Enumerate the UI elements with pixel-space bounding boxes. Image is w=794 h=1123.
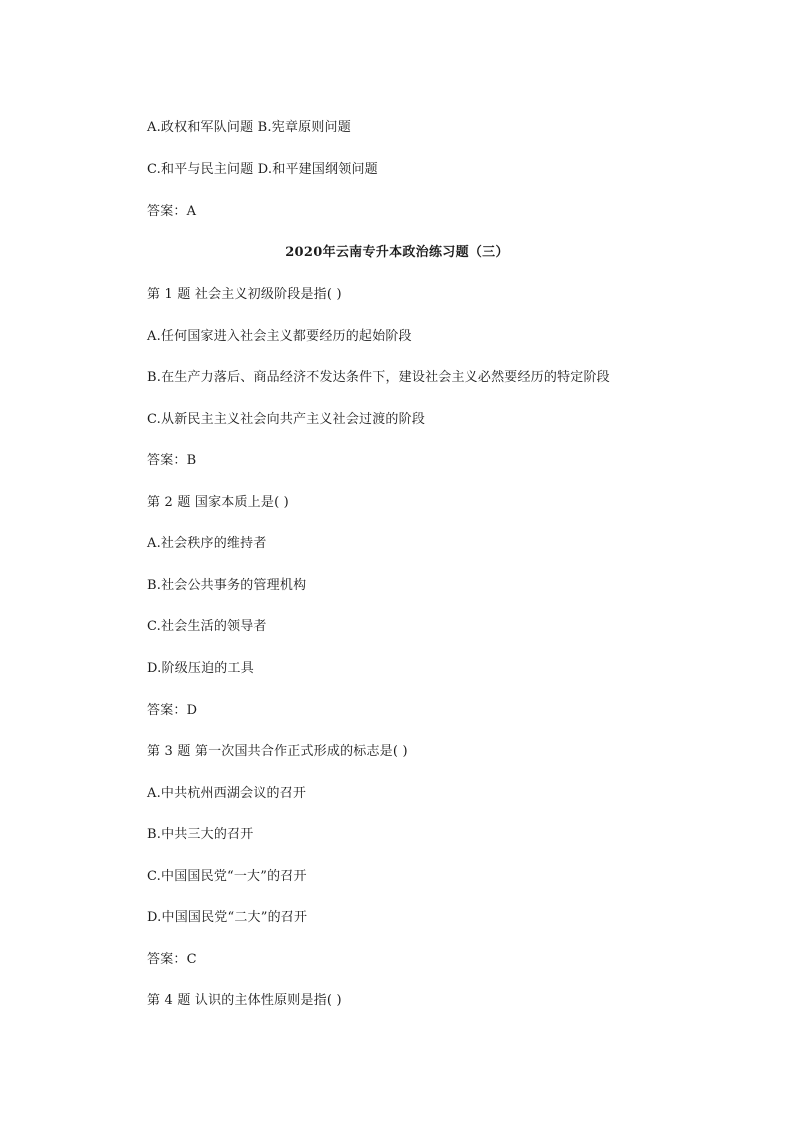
section-title: 2020年云南专升本政治练习题（三）	[285, 245, 509, 260]
question-2-answer: 答案：D	[147, 703, 198, 718]
question-2-option-d: D.阶级压迫的工具	[147, 661, 254, 676]
question-2-stem: 第 2 题 国家本质上是( )	[147, 495, 289, 510]
question-1-option-b: B.在生产力落后、商品经济不发达条件下，建设社会主义必然要经历的特定阶段	[147, 370, 610, 385]
prev-question-options-cd: C.和平与民主问题 D.和平建国纲领问题	[147, 162, 378, 177]
prev-question-options-ab: A.政权和军队问题 B.宪章原则问题	[147, 120, 351, 135]
question-1-option-c: C.从新民主主义社会向共产主义社会过渡的阶段	[147, 412, 426, 427]
question-2-option-a: A.社会秩序的维持者	[147, 536, 267, 551]
question-4-stem: 第 4 题 认识的主体性原则是指( )	[147, 993, 342, 1008]
question-2-option-b: B.社会公共事务的管理机构	[147, 578, 307, 593]
question-2-option-c: C.社会生活的领导者	[147, 619, 267, 634]
question-3-option-b: B.中共三大的召开	[147, 827, 254, 842]
question-3-option-c: C.中国国民党“一大”的召开	[147, 869, 307, 884]
question-3-stem: 第 3 题 第一次国共合作正式形成的标志是( )	[147, 744, 408, 759]
question-3-answer: 答案：C	[147, 952, 197, 967]
question-3-option-a: A.中共杭州西湖会议的召开	[147, 786, 307, 801]
question-1-answer: 答案：B	[147, 453, 197, 468]
prev-question-answer: 答案：A	[147, 204, 197, 219]
question-1-stem: 第 1 题 社会主义初级阶段是指( )	[147, 287, 342, 302]
question-3-option-d: D.中国国民党“二大”的召开	[147, 910, 308, 925]
question-1-option-a: A.任何国家进入社会主义都要经历的起始阶段	[147, 329, 412, 344]
